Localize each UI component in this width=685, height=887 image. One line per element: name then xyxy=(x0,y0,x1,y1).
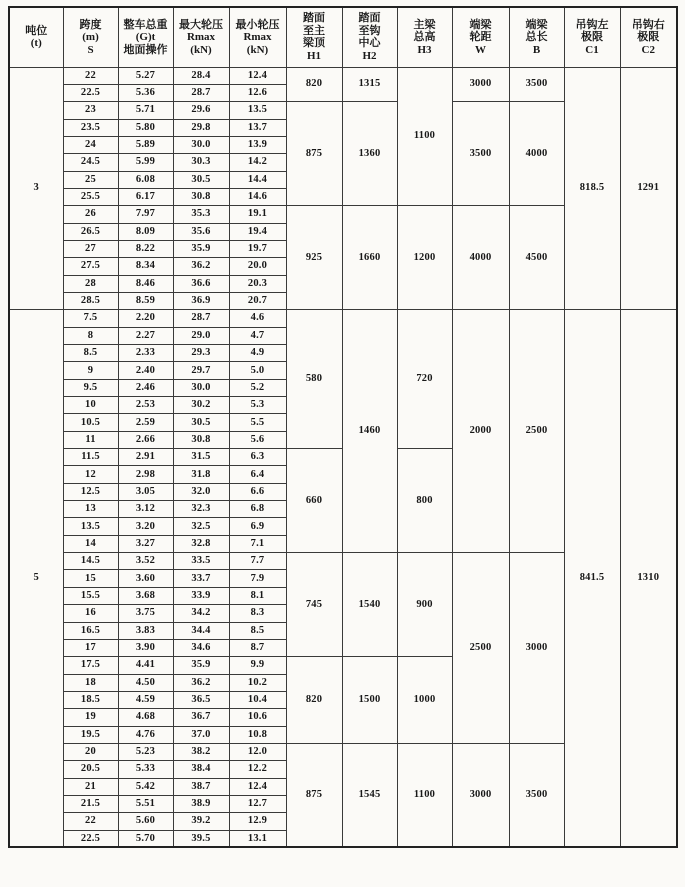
h3-cell: 720 xyxy=(397,310,452,449)
col-header-line: 梁顶 xyxy=(303,37,325,50)
h3-cell: 1000 xyxy=(397,657,452,744)
rmax-cell: 35.9 xyxy=(173,240,229,257)
span-cell: 26 xyxy=(63,206,118,223)
span-cell: 18.5 xyxy=(63,691,118,708)
rmin-cell: 20.0 xyxy=(229,258,286,275)
rmax-cell: 32.0 xyxy=(173,483,229,500)
col-header-line: 跨度 xyxy=(79,18,102,31)
span-cell: 17.5 xyxy=(63,657,118,674)
rmax-cell: 28.7 xyxy=(173,310,229,327)
table-row xyxy=(9,67,677,84)
rmin-cell: 12.4 xyxy=(229,778,286,795)
span-cell: 10 xyxy=(63,397,118,414)
rmin-cell: 5.0 xyxy=(229,362,286,379)
tonnage-cell: 5 xyxy=(9,310,63,848)
rmax-cell: 32.8 xyxy=(173,535,229,552)
c2-cell: 1310 xyxy=(620,310,677,848)
col-header-h2 xyxy=(342,7,397,67)
rmin-cell: 19.1 xyxy=(229,206,286,223)
rmax-cell: 30.5 xyxy=(173,414,229,431)
col-header-line: 极限 xyxy=(581,31,603,43)
weight-cell: 2.59 xyxy=(118,414,173,431)
col-header-line: H2 xyxy=(362,49,377,62)
b-cell: 4000 xyxy=(509,102,564,206)
span-cell: 10.5 xyxy=(63,414,118,431)
span-cell: 16.5 xyxy=(63,622,118,639)
weight-cell: 5.51 xyxy=(118,795,173,812)
span-cell: 9 xyxy=(63,362,118,379)
rmax-cell: 30.8 xyxy=(173,188,229,205)
weight-cell: 3.83 xyxy=(118,622,173,639)
rmax-cell: 28.4 xyxy=(173,67,229,84)
rmax-cell: 36.2 xyxy=(173,674,229,691)
rmin-cell: 12.9 xyxy=(229,813,286,830)
c1-cell: 841.5 xyxy=(564,310,620,848)
weight-cell: 2.33 xyxy=(118,345,173,362)
rmax-cell: 31.5 xyxy=(173,449,229,466)
weight-cell: 2.46 xyxy=(118,379,173,396)
rmin-cell: 9.9 xyxy=(229,657,286,674)
col-header-line: 中心 xyxy=(358,37,381,50)
span-cell: 25 xyxy=(63,171,118,188)
weight-cell: 3.75 xyxy=(118,605,173,622)
span-cell: 24 xyxy=(63,136,118,153)
span-cell: 23 xyxy=(63,102,118,119)
rmax-cell: 30.0 xyxy=(173,379,229,396)
rmin-cell: 10.8 xyxy=(229,726,286,743)
h2-cell: 1545 xyxy=(342,743,397,847)
col-header-line: W xyxy=(475,43,486,56)
rmin-cell: 7.1 xyxy=(229,535,286,552)
w-cell: 3000 xyxy=(452,743,509,847)
span-cell: 12 xyxy=(63,466,118,483)
w-cell: 2500 xyxy=(452,553,509,744)
rmin-cell: 13.9 xyxy=(229,136,286,153)
col-header-line: Rmax xyxy=(243,31,272,43)
weight-cell: 4.59 xyxy=(118,691,173,708)
col-header-line: 吊钩右 xyxy=(631,18,665,31)
weight-cell: 2.20 xyxy=(118,310,173,327)
rmin-cell: 12.6 xyxy=(229,84,286,101)
col-header-line: 端梁 xyxy=(469,18,492,31)
rmax-cell: 28.7 xyxy=(173,84,229,101)
weight-cell: 8.34 xyxy=(118,258,173,275)
span-cell: 25.5 xyxy=(63,188,118,205)
weight-cell: 2.66 xyxy=(118,431,173,448)
col-header-line: 总高 xyxy=(413,31,436,43)
span-cell: 22.5 xyxy=(63,84,118,101)
span-cell: 7.5 xyxy=(63,310,118,327)
rmax-cell: 35.6 xyxy=(173,223,229,240)
weight-cell: 8.46 xyxy=(118,275,173,292)
span-cell: 8 xyxy=(63,327,118,344)
b-cell: 4500 xyxy=(509,206,564,310)
span-cell: 13.5 xyxy=(63,518,118,535)
rmax-cell: 36.2 xyxy=(173,258,229,275)
rmax-cell: 36.7 xyxy=(173,709,229,726)
rmin-cell: 14.6 xyxy=(229,188,286,205)
weight-cell: 3.12 xyxy=(118,501,173,518)
span-cell: 27 xyxy=(63,240,118,257)
weight-cell: 4.50 xyxy=(118,674,173,691)
span-cell: 11 xyxy=(63,431,118,448)
col-header-max-wheel-load xyxy=(173,7,229,67)
weight-cell: 5.80 xyxy=(118,119,173,136)
weight-cell: 2.91 xyxy=(118,449,173,466)
weight-cell: 5.27 xyxy=(118,67,173,84)
span-cell: 28.5 xyxy=(63,292,118,309)
weight-cell: 5.36 xyxy=(118,84,173,101)
col-header-line: 端梁 xyxy=(525,18,548,31)
span-cell: 16 xyxy=(63,605,118,622)
header-row xyxy=(9,7,677,67)
span-cell: 8.5 xyxy=(63,345,118,362)
col-header-tonnage xyxy=(9,7,63,67)
rmax-cell: 38.2 xyxy=(173,743,229,760)
rmin-cell: 20.7 xyxy=(229,292,286,309)
span-cell: 22.5 xyxy=(63,830,118,847)
weight-cell: 3.90 xyxy=(118,639,173,656)
col-header-line: B xyxy=(532,43,541,56)
rmin-cell: 14.2 xyxy=(229,154,286,171)
col-header-line: 总长 xyxy=(525,31,548,43)
weight-cell: 6.08 xyxy=(118,171,173,188)
span-cell: 13 xyxy=(63,501,118,518)
rmin-cell: 5.3 xyxy=(229,397,286,414)
weight-cell: 2.53 xyxy=(118,397,173,414)
rmin-cell: 8.1 xyxy=(229,587,286,604)
rmin-cell: 13.5 xyxy=(229,102,286,119)
col-header-c2 xyxy=(620,7,677,67)
col-header-line: S xyxy=(87,43,94,56)
table-row xyxy=(9,310,677,327)
weight-cell: 5.99 xyxy=(118,154,173,171)
rmin-cell: 7.9 xyxy=(229,570,286,587)
rmin-cell: 6.9 xyxy=(229,518,286,535)
h1-cell: 580 xyxy=(286,310,342,449)
span-cell: 15 xyxy=(63,570,118,587)
span-cell: 28 xyxy=(63,275,118,292)
rmax-cell: 39.5 xyxy=(173,830,229,847)
rmax-cell: 29.3 xyxy=(173,345,229,362)
rmax-cell: 31.8 xyxy=(173,466,229,483)
rmin-cell: 12.0 xyxy=(229,743,286,760)
w-cell: 2000 xyxy=(452,310,509,553)
rmin-cell: 4.7 xyxy=(229,327,286,344)
weight-cell: 7.97 xyxy=(118,206,173,223)
rmax-cell: 39.2 xyxy=(173,813,229,830)
rmax-cell: 35.9 xyxy=(173,657,229,674)
col-header-line: (kN) xyxy=(246,43,269,56)
col-header-line: H1 xyxy=(306,49,322,62)
rmax-cell: 34.6 xyxy=(173,639,229,656)
span-cell: 14 xyxy=(63,535,118,552)
col-header-line: 吊钩左 xyxy=(575,18,609,31)
span-cell: 22 xyxy=(63,813,118,830)
h1-cell: 875 xyxy=(286,743,342,847)
rmin-cell: 13.7 xyxy=(229,119,286,136)
weight-cell: 8.59 xyxy=(118,292,173,309)
span-cell: 20 xyxy=(63,743,118,760)
span-cell: 11.5 xyxy=(63,449,118,466)
col-header-line: (t) xyxy=(30,37,42,50)
weight-cell: 3.05 xyxy=(118,483,173,500)
span-cell: 27.5 xyxy=(63,258,118,275)
weight-cell: 3.27 xyxy=(118,535,173,552)
rmax-cell: 29.8 xyxy=(173,119,229,136)
rmin-cell: 12.2 xyxy=(229,761,286,778)
col-header-b xyxy=(509,7,564,67)
rmin-cell: 8.3 xyxy=(229,605,286,622)
h2-cell: 1315 xyxy=(342,67,397,102)
col-header-line: 至钩 xyxy=(358,24,381,37)
weight-cell: 3.52 xyxy=(118,553,173,570)
col-header-h1 xyxy=(286,7,342,67)
span-cell: 20.5 xyxy=(63,761,118,778)
b-cell: 3000 xyxy=(509,553,564,744)
weight-cell: 5.33 xyxy=(118,761,173,778)
rmax-cell: 30.3 xyxy=(173,154,229,171)
rmax-cell: 35.3 xyxy=(173,206,229,223)
rmin-cell: 12.4 xyxy=(229,67,286,84)
rmin-cell: 4.6 xyxy=(229,310,286,327)
col-header-line: 极限 xyxy=(637,31,660,43)
col-header-line: 踏面 xyxy=(303,12,325,25)
h2-cell: 1660 xyxy=(342,206,397,310)
h1-cell: 925 xyxy=(286,206,342,310)
weight-cell: 2.27 xyxy=(118,327,173,344)
b-cell: 3500 xyxy=(509,67,564,102)
col-header-line: 轮距 xyxy=(469,31,492,43)
rmin-cell: 7.7 xyxy=(229,553,286,570)
h1-cell: 660 xyxy=(286,449,342,553)
span-cell: 17 xyxy=(63,639,118,656)
c2-cell: 1291 xyxy=(620,67,677,310)
rmax-cell: 38.7 xyxy=(173,778,229,795)
rmin-cell: 6.8 xyxy=(229,501,286,518)
rmax-cell: 33.9 xyxy=(173,587,229,604)
crane-spec-table xyxy=(8,6,678,848)
weight-cell: 4.68 xyxy=(118,709,173,726)
rmin-cell: 4.9 xyxy=(229,345,286,362)
weight-cell: 4.76 xyxy=(118,726,173,743)
weight-cell: 2.98 xyxy=(118,466,173,483)
h1-cell: 745 xyxy=(286,553,342,657)
rmax-cell: 29.0 xyxy=(173,327,229,344)
col-header-line: Rmax xyxy=(186,31,216,43)
weight-cell: 8.09 xyxy=(118,223,173,240)
tonnage-cell: 3 xyxy=(9,67,63,310)
rmin-cell: 6.3 xyxy=(229,449,286,466)
weight-cell: 4.41 xyxy=(118,657,173,674)
w-cell: 4000 xyxy=(452,206,509,310)
col-header-c1 xyxy=(564,7,620,67)
h3-cell: 800 xyxy=(397,449,452,553)
col-header-w xyxy=(452,7,509,67)
w-cell: 3000 xyxy=(452,67,509,102)
col-header-line: C1 xyxy=(585,43,599,56)
rmax-cell: 34.4 xyxy=(173,622,229,639)
col-header-line: 地面操作 xyxy=(123,43,168,56)
rmax-cell: 29.7 xyxy=(173,362,229,379)
col-header-line: C2 xyxy=(641,43,655,56)
rmin-cell: 12.7 xyxy=(229,795,286,812)
weight-cell: 8.22 xyxy=(118,240,173,257)
h3-cell: 1100 xyxy=(397,67,452,206)
span-cell: 9.5 xyxy=(63,379,118,396)
weight-cell: 3.20 xyxy=(118,518,173,535)
h1-cell: 820 xyxy=(286,67,342,102)
col-header-line: 整车总重 xyxy=(123,18,168,31)
col-header-line: (G)t xyxy=(135,31,156,43)
col-header-line: (kN) xyxy=(190,43,212,56)
span-cell: 18 xyxy=(63,674,118,691)
span-cell: 12.5 xyxy=(63,483,118,500)
rmax-cell: 30.2 xyxy=(173,397,229,414)
weight-cell: 2.40 xyxy=(118,362,173,379)
rmin-cell: 5.6 xyxy=(229,431,286,448)
w-cell: 3500 xyxy=(452,102,509,206)
col-header-line: (m) xyxy=(82,31,99,43)
rmin-cell: 10.2 xyxy=(229,674,286,691)
b-cell: 2500 xyxy=(509,310,564,553)
col-header-span xyxy=(63,7,118,67)
span-cell: 21 xyxy=(63,778,118,795)
h2-cell: 1360 xyxy=(342,102,397,206)
rmin-cell: 10.4 xyxy=(229,691,286,708)
rmin-cell: 19.4 xyxy=(229,223,286,240)
span-cell: 26.5 xyxy=(63,223,118,240)
rmin-cell: 13.1 xyxy=(229,830,286,847)
rmax-cell: 30.0 xyxy=(173,136,229,153)
h2-cell: 1500 xyxy=(342,657,397,744)
h2-cell: 1540 xyxy=(342,553,397,657)
span-cell: 23.5 xyxy=(63,119,118,136)
col-header-line: 踏面 xyxy=(358,12,381,25)
rmax-cell: 30.8 xyxy=(173,431,229,448)
span-cell: 19.5 xyxy=(63,726,118,743)
rmax-cell: 33.5 xyxy=(173,553,229,570)
col-header-line: 最大轮压 xyxy=(179,18,223,31)
h2-cell: 1460 xyxy=(342,310,397,553)
col-header-min-wheel-load xyxy=(229,7,286,67)
col-header-line: 吨位 xyxy=(25,24,48,37)
col-header-line: H3 xyxy=(417,43,432,56)
rmin-cell: 6.6 xyxy=(229,483,286,500)
col-header-total-weight xyxy=(118,7,173,67)
rmin-cell: 20.3 xyxy=(229,275,286,292)
rmin-cell: 5.2 xyxy=(229,379,286,396)
col-header-line: 至主 xyxy=(303,24,325,37)
rmax-cell: 38.9 xyxy=(173,795,229,812)
rmax-cell: 38.4 xyxy=(173,761,229,778)
rmax-cell: 36.5 xyxy=(173,691,229,708)
h3-cell: 900 xyxy=(397,553,452,657)
rmax-cell: 36.6 xyxy=(173,275,229,292)
span-cell: 22 xyxy=(63,67,118,84)
rmin-cell: 6.4 xyxy=(229,466,286,483)
rmin-cell: 5.5 xyxy=(229,414,286,431)
col-header-line: 主梁 xyxy=(413,18,436,31)
span-cell: 19 xyxy=(63,709,118,726)
weight-cell: 3.60 xyxy=(118,570,173,587)
rmax-cell: 34.2 xyxy=(173,605,229,622)
col-header-h3 xyxy=(397,7,452,67)
table-body xyxy=(9,67,677,847)
col-header-line: 最小轮压 xyxy=(235,18,280,31)
rmin-cell: 10.6 xyxy=(229,709,286,726)
b-cell: 3500 xyxy=(509,743,564,847)
rmax-cell: 29.6 xyxy=(173,102,229,119)
h3-cell: 1200 xyxy=(397,206,452,310)
h1-cell: 820 xyxy=(286,657,342,744)
c1-cell: 818.5 xyxy=(564,67,620,310)
rmax-cell: 30.5 xyxy=(173,171,229,188)
weight-cell: 5.89 xyxy=(118,136,173,153)
rmax-cell: 37.0 xyxy=(173,726,229,743)
span-cell: 24.5 xyxy=(63,154,118,171)
weight-cell: 5.60 xyxy=(118,813,173,830)
rmin-cell: 14.4 xyxy=(229,171,286,188)
rmin-cell: 8.7 xyxy=(229,639,286,656)
weight-cell: 6.17 xyxy=(118,188,173,205)
weight-cell: 5.23 xyxy=(118,743,173,760)
rmin-cell: 8.5 xyxy=(229,622,286,639)
rmax-cell: 36.9 xyxy=(173,292,229,309)
weight-cell: 5.70 xyxy=(118,830,173,847)
span-cell: 14.5 xyxy=(63,553,118,570)
weight-cell: 5.42 xyxy=(118,778,173,795)
rmax-cell: 32.5 xyxy=(173,518,229,535)
span-cell: 21.5 xyxy=(63,795,118,812)
weight-cell: 5.71 xyxy=(118,102,173,119)
h1-cell: 875 xyxy=(286,102,342,206)
span-cell: 15.5 xyxy=(63,587,118,604)
rmax-cell: 33.7 xyxy=(173,570,229,587)
rmax-cell: 32.3 xyxy=(173,501,229,518)
h3-cell: 1100 xyxy=(397,743,452,847)
rmin-cell: 19.7 xyxy=(229,240,286,257)
weight-cell: 3.68 xyxy=(118,587,173,604)
table-header xyxy=(9,7,677,67)
